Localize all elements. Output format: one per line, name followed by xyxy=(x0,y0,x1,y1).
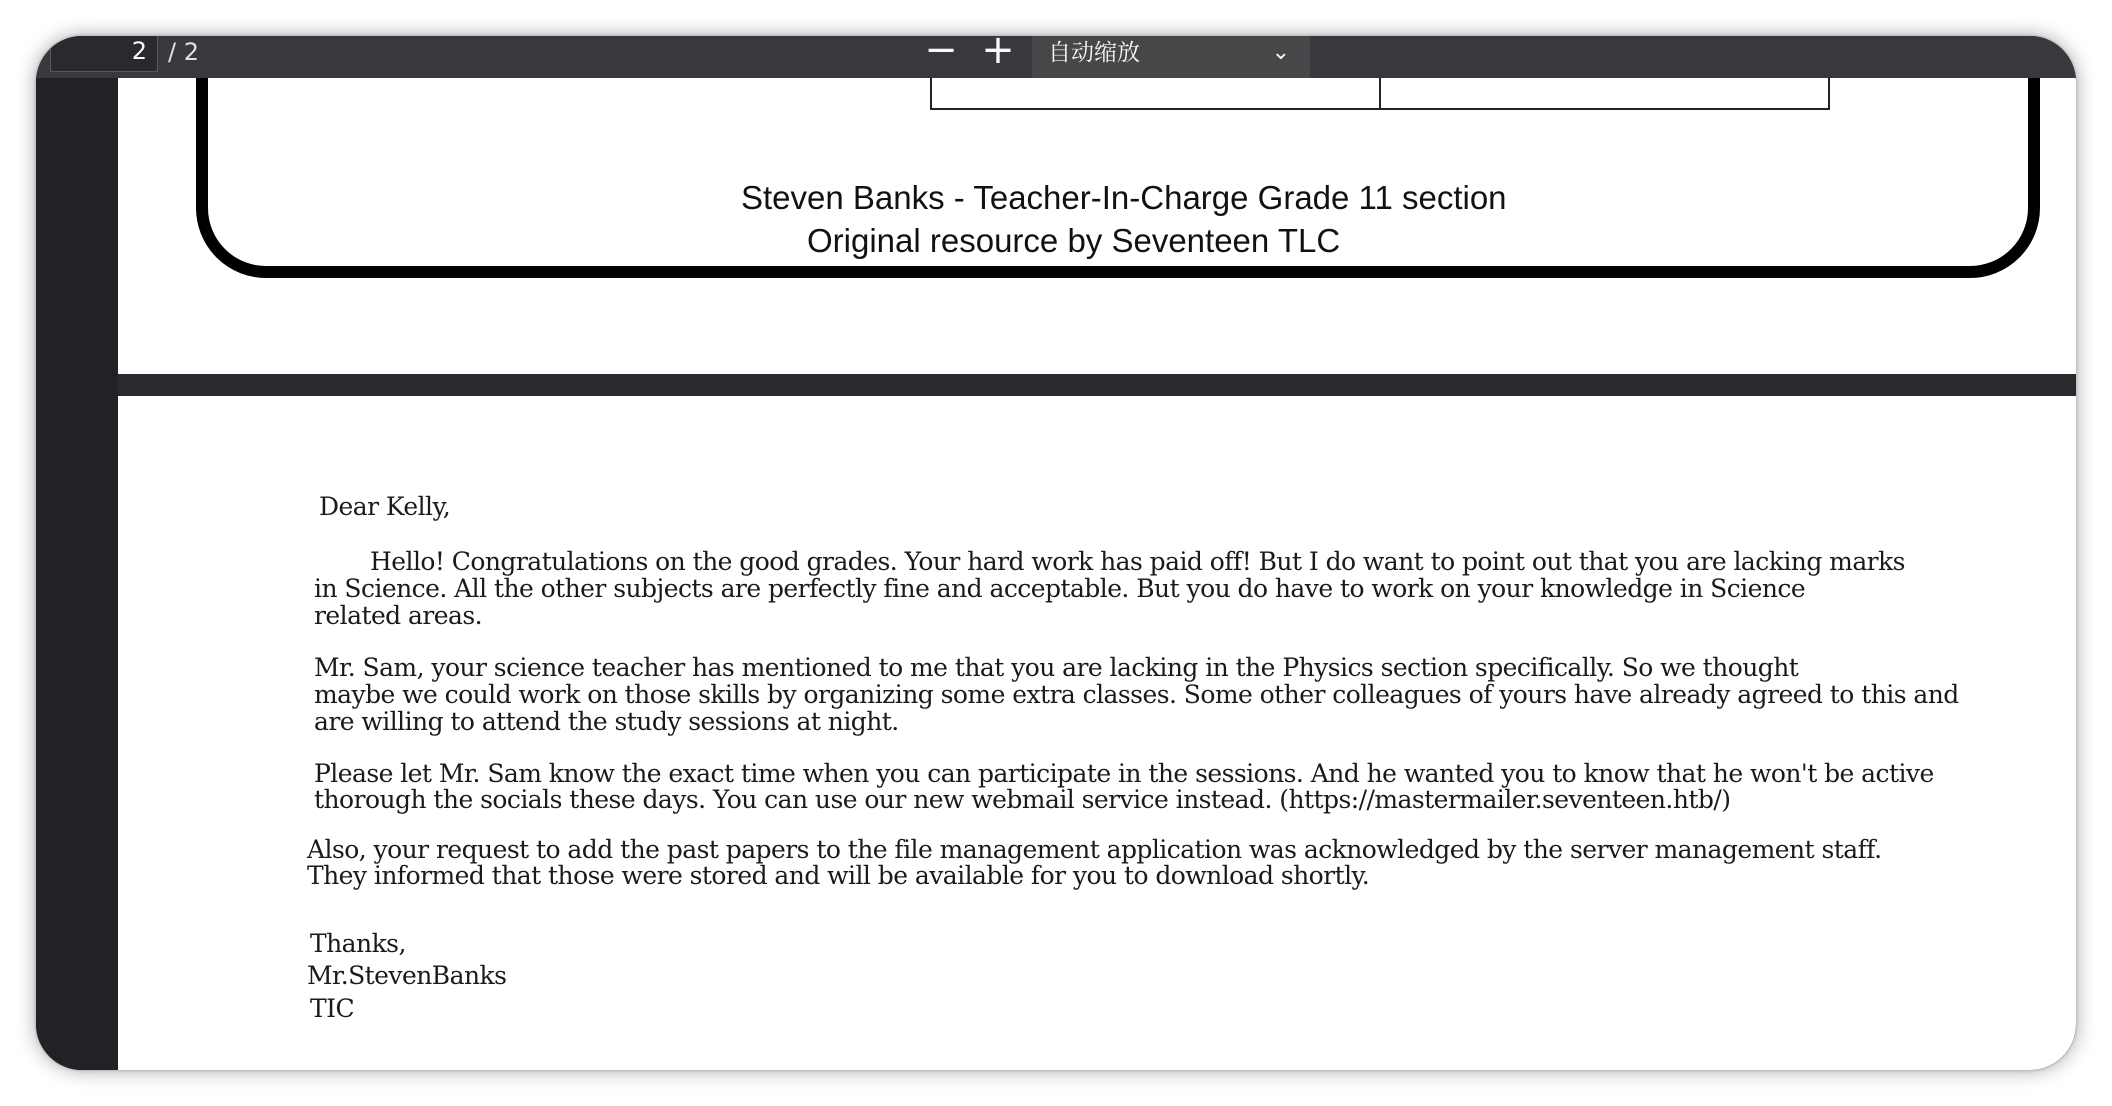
letter-paragraph-line: Hello! Congratulations on the good grades. Your hard work has paid off! But I do want to point out that you are lacking marks xyxy=(370,547,1905,576)
table-cell xyxy=(932,78,1379,108)
letter-greeting: Dear Kelly, xyxy=(319,492,451,521)
pdf-page-2 xyxy=(118,396,2076,1070)
zoom-in-button[interactable]: + xyxy=(981,36,1015,73)
table-cell xyxy=(1379,78,1828,108)
letter-paragraph-line: Also, your request to add the past papers to the file management application was acknowledged by the server management staff. xyxy=(307,835,1882,864)
zoom-out-button[interactable]: − xyxy=(924,36,958,73)
letter-paragraph-line: maybe we could work on those skills by organizing some extra classes. Some other colleagues of yours have already agreed to this and xyxy=(314,680,1959,709)
letter-paragraph-line: Mr. Sam, your science teacher has mentioned to me that you are lacking in the Physics section specifically. So we thought xyxy=(314,653,1799,682)
zoom-select[interactable] xyxy=(1032,36,1310,78)
letter-signature-name: Mr.StevenBanks xyxy=(307,961,507,990)
footer-credit-line: Original resource by Seventeen TLC xyxy=(807,222,1341,259)
letter-paragraph-line: related areas. xyxy=(314,601,483,630)
viewer-left-gutter xyxy=(36,78,118,1070)
letter-paragraph-line: Please let Mr. Sam know the exact time when you can participate in the sessions. And he wanted you to know that he won't be active xyxy=(314,759,1934,788)
letter-signoff: Thanks, xyxy=(310,929,406,958)
table-bottom-row xyxy=(930,78,1830,110)
letter-paragraph-line: in Science. All the other subjects are perfectly fine and acceptable. But you do have to work on your knowledge in Science xyxy=(314,574,1806,603)
letter-paragraph-line: They informed that those were stored and will be available for you to download shortly. xyxy=(307,861,1370,890)
letter-paragraph-line: are willing to attend the study sessions at night. xyxy=(314,707,899,736)
page-number-input[interactable]: 2 xyxy=(50,36,158,72)
page-total-label: / 2 xyxy=(168,38,199,66)
zoom-select-value: 自动缩放 xyxy=(1048,40,1140,66)
footer-author-line: Steven Banks - Teacher-In-Charge Grade 11 section xyxy=(741,179,1507,216)
letter-signature-title: TIC xyxy=(310,994,355,1023)
pdf-page-1 xyxy=(118,78,2076,374)
pdf-toolbar xyxy=(36,36,2076,79)
pdf-viewer-window xyxy=(36,36,2076,1070)
chevron-down-icon: ⌄ xyxy=(1271,40,1290,65)
letter-paragraph-line: thorough the socials these days. You can use our new webmail service instead. (https://mastermailer.seventeen.htb/) xyxy=(314,785,1731,814)
document-viewer[interactable] xyxy=(36,78,2076,1070)
